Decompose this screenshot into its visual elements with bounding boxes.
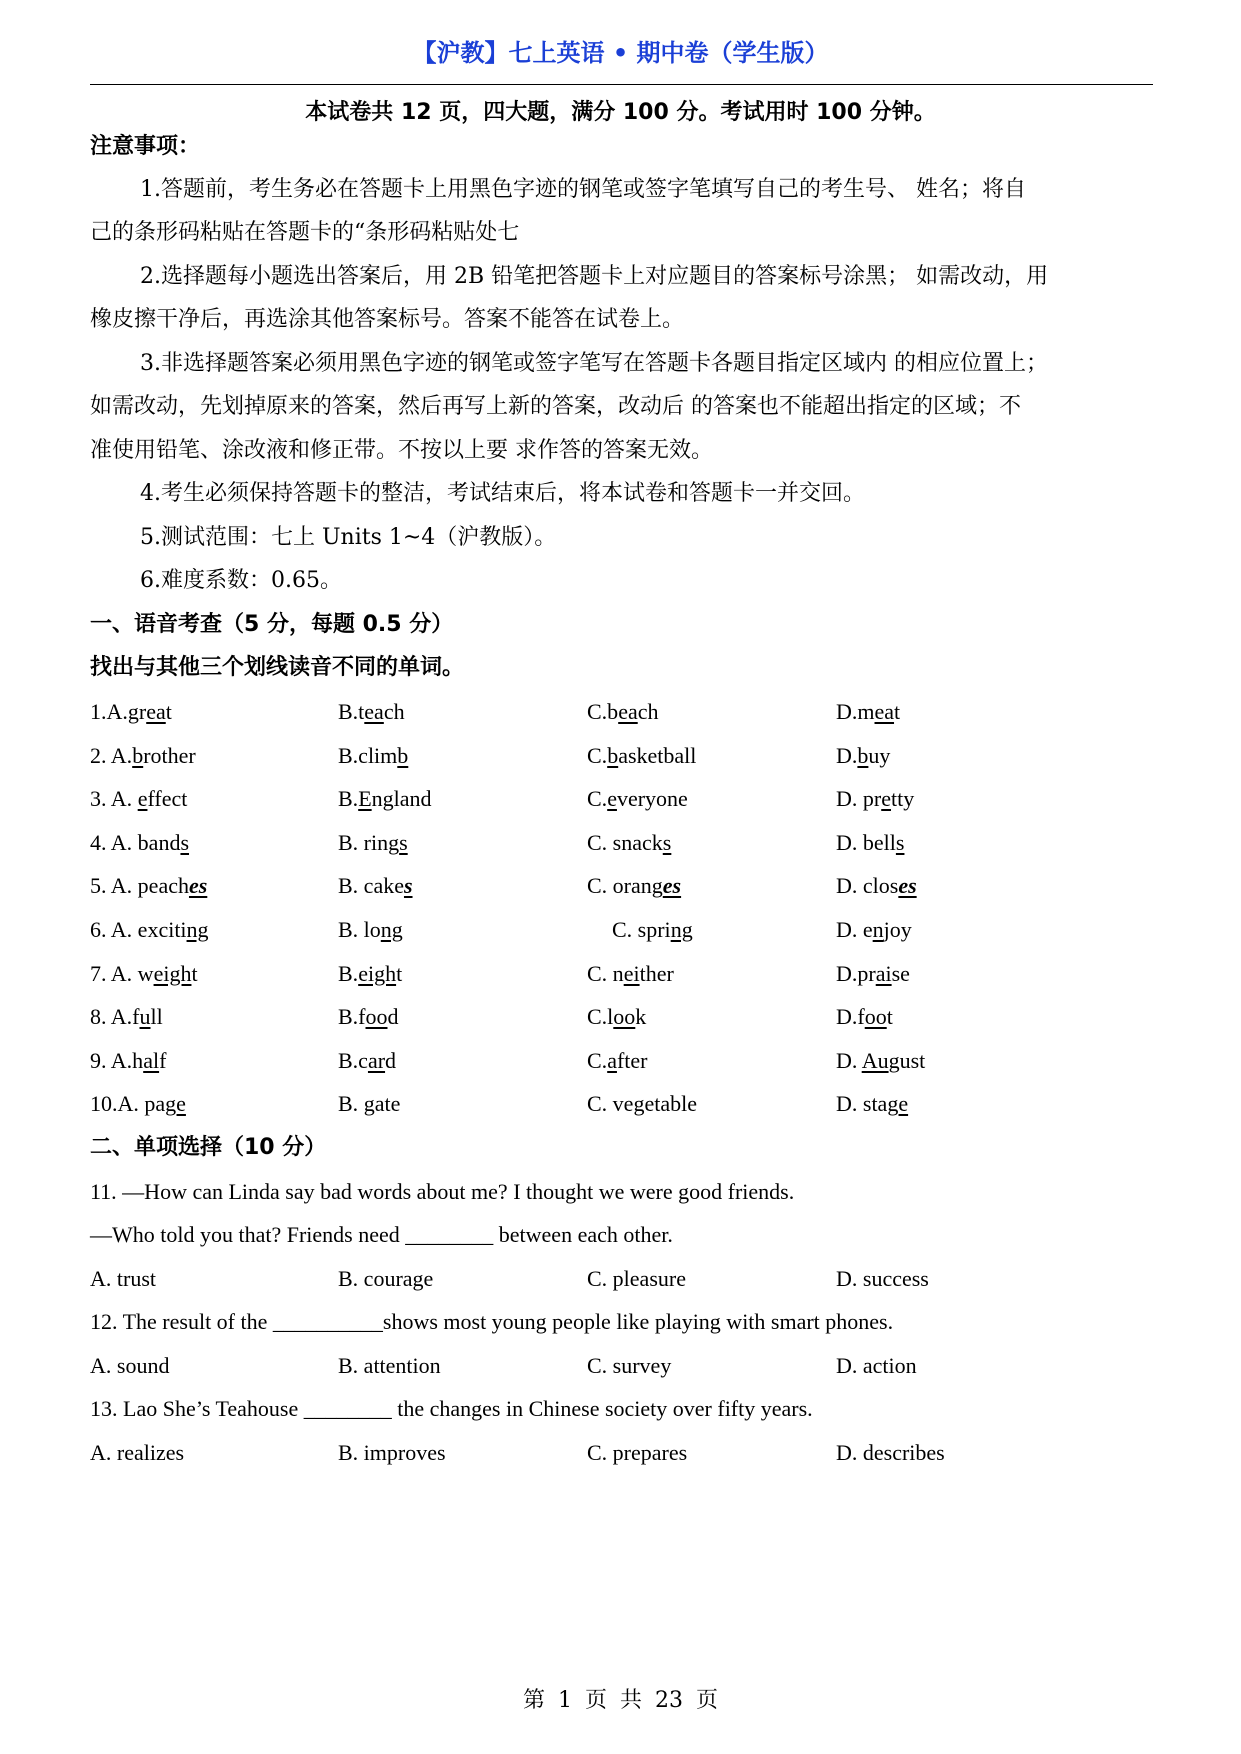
phonetics-q8-option-b (338, 1002, 399, 1032)
option-text: rother (143, 742, 196, 768)
underlined-sound: b (857, 742, 869, 768)
underlined-sound: oo (613, 1004, 636, 1030)
underlined-sound: ge (887, 1091, 909, 1117)
underlined-sound: al (143, 1047, 160, 1073)
phonetics-q3-option-d (836, 784, 914, 814)
phonetics-q4-option-d (836, 828, 904, 858)
option-text: d (385, 1047, 397, 1073)
notes-heading: 注意事项： (90, 134, 201, 159)
option-text: gust (888, 1047, 926, 1073)
option-text: f (159, 1047, 167, 1073)
phonetics-q2-option-c (587, 741, 696, 771)
phonetics-q7-option-d (836, 959, 910, 989)
option-text: D. clos (836, 873, 899, 899)
underlined-sound: e (607, 786, 617, 812)
phonetics-q10-option-a (90, 1089, 186, 1119)
option-text: D.m (836, 699, 875, 724)
option-c: C. pleasure (587, 1266, 686, 1291)
notes-line: 橡皮擦干净后，再选涂其他答案标号。答案不能答在试卷上。 (90, 307, 685, 332)
phonetics-q4-option-a (90, 828, 189, 858)
option-text: veryone (616, 786, 688, 812)
question-12-stem: 12. The result of the __________shows most young people like playing with smart phones. (90, 1309, 894, 1334)
option-text: ate (374, 1091, 401, 1117)
phonetics-q5-option-d (836, 871, 917, 901)
underlined-sound: ar (367, 1047, 386, 1073)
option-text: uy (868, 742, 891, 768)
option-text: C.l (587, 1004, 614, 1030)
underlined-sound: s (399, 829, 408, 855)
section2-heading: 二、单项选择（10 分） (90, 1135, 327, 1160)
option-text: D. e (836, 917, 873, 942)
phonetics-q8-option-c (587, 1002, 646, 1032)
section1-instruction: 找出与其他三个划线读音不同的单词。 (90, 655, 465, 680)
phonetics-q2-option-b (338, 741, 408, 771)
underlined-sound: g (363, 1091, 375, 1117)
option-text: se (891, 960, 910, 986)
option-text: 3. A. (90, 786, 138, 812)
option-text: B.f (338, 1004, 366, 1030)
phonetics-q10-option-d (836, 1089, 908, 1119)
option-b: B. improves (338, 1440, 446, 1465)
option-text: B.c (338, 1047, 368, 1073)
header-title: 【沪教】七上英语 • 期中卷（学生版） (412, 39, 829, 67)
header-divider (90, 84, 1153, 85)
option-text: 6. A. exciti (90, 917, 187, 942)
phonetics-q5-option-b (338, 871, 413, 901)
underlined-sound: es (188, 873, 208, 899)
option-text: B. cake (338, 873, 404, 899)
phonetics-q1-option-b (338, 697, 405, 727)
phonetics-q9-option-c (587, 1046, 647, 1076)
phonetics-q3-option-a (90, 784, 187, 814)
option-a: A. realizes (90, 1440, 185, 1465)
option-text: k (635, 1004, 647, 1030)
section1-heading: 一、语音考查（5 分，每题 0.5 分） (90, 612, 454, 637)
option-text: C. (587, 1047, 608, 1073)
option-d: D. success (836, 1266, 929, 1291)
phonetics-q4-option-b (338, 828, 408, 858)
notes-line: 3.非选择题答案必须用黑色字迹的钢笔或签字笔写在答题卡各题目指定区域内 的相应位置上； (140, 351, 1048, 376)
option-text: D. pr (836, 786, 882, 812)
option-b: B. courage (338, 1266, 434, 1291)
phonetics-q5-option-a (90, 871, 207, 901)
option-text: 9. A.h (90, 1047, 144, 1073)
notes-line: 5.测试范围：七上 Units 1~4（沪教版）。 (140, 525, 557, 550)
exam-summary: 本试卷共 12 页，四大题，满分 100 分。考试用时 100 分钟。 (305, 100, 936, 125)
underlined-sound: ea (146, 699, 166, 724)
option-text: B.t (338, 699, 365, 724)
option-text: d (387, 1004, 399, 1030)
option-text: 5. A. peach (90, 873, 189, 899)
option-text: joy (883, 917, 912, 942)
underlined-sound: ng (670, 917, 693, 942)
notes-line: 1.答题前，考生务必在答题卡上用黑色字迹的钢笔或签字笔填写自己的考生号、 姓名；将自 (140, 177, 1026, 202)
underlined-sound: ng (186, 917, 209, 942)
notes-line: 2.选择题每小题选出答案后，用 2B 铅笔把答题卡上对应题目的答案标号涂黑； 如需改动，用 (140, 264, 1049, 289)
option-text: ther (639, 960, 674, 986)
option-text: 7. A. w (90, 960, 154, 986)
option-text: B. ring (338, 829, 400, 855)
phonetics-q7-option-a (90, 959, 198, 989)
underlined-sound: u (139, 1004, 151, 1030)
phonetics-q1-option-a (90, 697, 172, 727)
phonetics-q6-option-d (836, 915, 912, 945)
phonetics-q9-option-b (338, 1046, 396, 1076)
option-text: D.f (836, 1004, 865, 1030)
underlined-sound: n (872, 917, 884, 942)
phonetics-q10-option-b (338, 1089, 400, 1119)
option-text: D. sta (836, 1091, 888, 1117)
option-text: t (886, 1004, 893, 1030)
underlined-sound: b (397, 742, 409, 768)
option-text: t (165, 699, 172, 724)
phonetics-q3-option-c (587, 784, 688, 814)
option-text: t (894, 699, 901, 724)
option-text: B. (338, 786, 359, 812)
phonetics-q2-option-a (90, 741, 196, 771)
underlined-sound: ng (380, 917, 403, 942)
underlined-sound: s (180, 829, 190, 855)
option-text: 2. A. (90, 742, 133, 768)
option-text: D. (836, 742, 858, 768)
underlined-sound: ge (165, 1091, 186, 1117)
option-text: etable (644, 1091, 697, 1117)
underlined-sound: e (137, 786, 148, 812)
option-text: C.b (587, 699, 619, 724)
option-text: tty (890, 786, 915, 812)
underlined-sound: b (607, 742, 619, 768)
option-text: B.clim (338, 742, 398, 768)
phonetics-q6-option-b (338, 915, 403, 945)
question-11-stem: 11. —How can Linda say bad words about me? I thought we were good friends. (90, 1179, 795, 1204)
question-11-stem-reply: —Who told you that? Friends need ________ between each other. (90, 1222, 673, 1247)
phonetics-q8-option-d (836, 1002, 893, 1032)
option-text: ngland (371, 786, 432, 812)
phonetics-q8-option-a (90, 1002, 163, 1032)
underlined-sound: es (662, 873, 682, 899)
option-text: D. (836, 1047, 862, 1073)
notes-line: 准使用铅笔、涂改液和修正带。不按以上要 求作答的答案无效。 (90, 438, 713, 463)
page-footer: 第 1 页 共 23 页 (523, 1688, 718, 1713)
phonetics-q7-option-b (338, 959, 402, 989)
option-text: ch (637, 699, 659, 724)
option-d: D. action (836, 1353, 917, 1378)
notes-line: 己的条形码粘贴在答题卡的“条形码粘贴处七 (90, 220, 520, 245)
underlined-sound: E (358, 786, 372, 812)
option-text: asketball (618, 742, 697, 768)
option-text: C. (587, 742, 608, 768)
phonetics-q3-option-b (338, 784, 432, 814)
option-a: A. sound (90, 1353, 170, 1378)
option-text: B. lo (338, 917, 381, 942)
underlined-sound: s (895, 829, 905, 855)
option-text: C. (587, 786, 608, 812)
underlined-sound: s (403, 873, 413, 899)
option-text: ffect (147, 786, 188, 812)
underlined-sound: ea (874, 699, 895, 724)
phonetics-q10-option-c (587, 1089, 697, 1119)
option-text: C. spri (612, 917, 671, 942)
option-text: B. (338, 1091, 364, 1117)
underlined-sound: ai (875, 960, 892, 986)
option-text: C. n (587, 960, 624, 986)
notes-line: 4.考生必须保持答题卡的整洁，考试结束后，将本试卷和答题卡一并交回。 (140, 481, 865, 506)
underlined-sound: e (881, 786, 891, 812)
underlined-sound: ei (623, 960, 640, 986)
option-text: t (191, 960, 198, 986)
underlined-sound: oo (365, 1004, 388, 1030)
option-text: D. bell (836, 829, 896, 855)
option-text: B. (338, 960, 359, 986)
notes-line: 如需改动，先划掉原来的答案，然后再写上新的答案，改动后 的答案也不能超出指定的区域；不 (90, 394, 1021, 419)
option-b: B. attention (338, 1353, 441, 1378)
option-a: A. trust (90, 1266, 156, 1291)
underlined-sound: s (662, 829, 672, 855)
notes-line: 6.难度系数：0.65。 (140, 568, 342, 593)
option-text: D.pr (836, 960, 876, 986)
option-text: 4. A. band (90, 829, 181, 855)
phonetics-q1-option-c (587, 697, 658, 727)
option-text: ch (383, 699, 405, 724)
phonetics-q6-option-c (612, 915, 693, 945)
phonetics-q2-option-d (836, 741, 890, 771)
option-text: C. snack (587, 829, 663, 855)
phonetics-q9-option-d (836, 1046, 925, 1076)
option-text: fter (616, 1047, 648, 1073)
option-text: 8. A.f (90, 1004, 140, 1030)
phonetics-q9-option-a (90, 1046, 166, 1076)
option-d: D. describes (836, 1440, 945, 1465)
underlined-sound: eigh (358, 960, 397, 986)
option-text: 10.A. pa (90, 1091, 166, 1117)
phonetics-q6-option-a (90, 915, 209, 945)
underlined-sound: es (898, 873, 917, 899)
underlined-sound: a (607, 1047, 617, 1073)
option-text: ll (150, 1004, 163, 1030)
phonetics-q1-option-d (836, 697, 900, 727)
underlined-sound: ea (618, 699, 638, 724)
underlined-sound: Au (861, 1047, 889, 1073)
option-c: C. prepares (587, 1440, 688, 1465)
underlined-sound: g (633, 1091, 645, 1117)
underlined-sound: ea (364, 699, 384, 724)
option-text: 1.A.gr (90, 699, 147, 724)
phonetics-q7-option-c (587, 959, 674, 989)
underlined-sound: eigh (153, 960, 192, 986)
phonetics-q4-option-c (587, 828, 671, 858)
option-text: C. ve (587, 1091, 634, 1117)
underlined-sound: b (132, 742, 144, 768)
underlined-sound: oo (864, 1004, 887, 1030)
phonetics-q5-option-c (587, 871, 681, 901)
question-13-stem: 13. Lao She’s Teahouse ________ the changes in Chinese society over fifty years. (90, 1396, 813, 1421)
option-c: C. survey (587, 1353, 672, 1378)
option-text: t (396, 960, 403, 986)
option-text: C. orang (587, 873, 663, 899)
